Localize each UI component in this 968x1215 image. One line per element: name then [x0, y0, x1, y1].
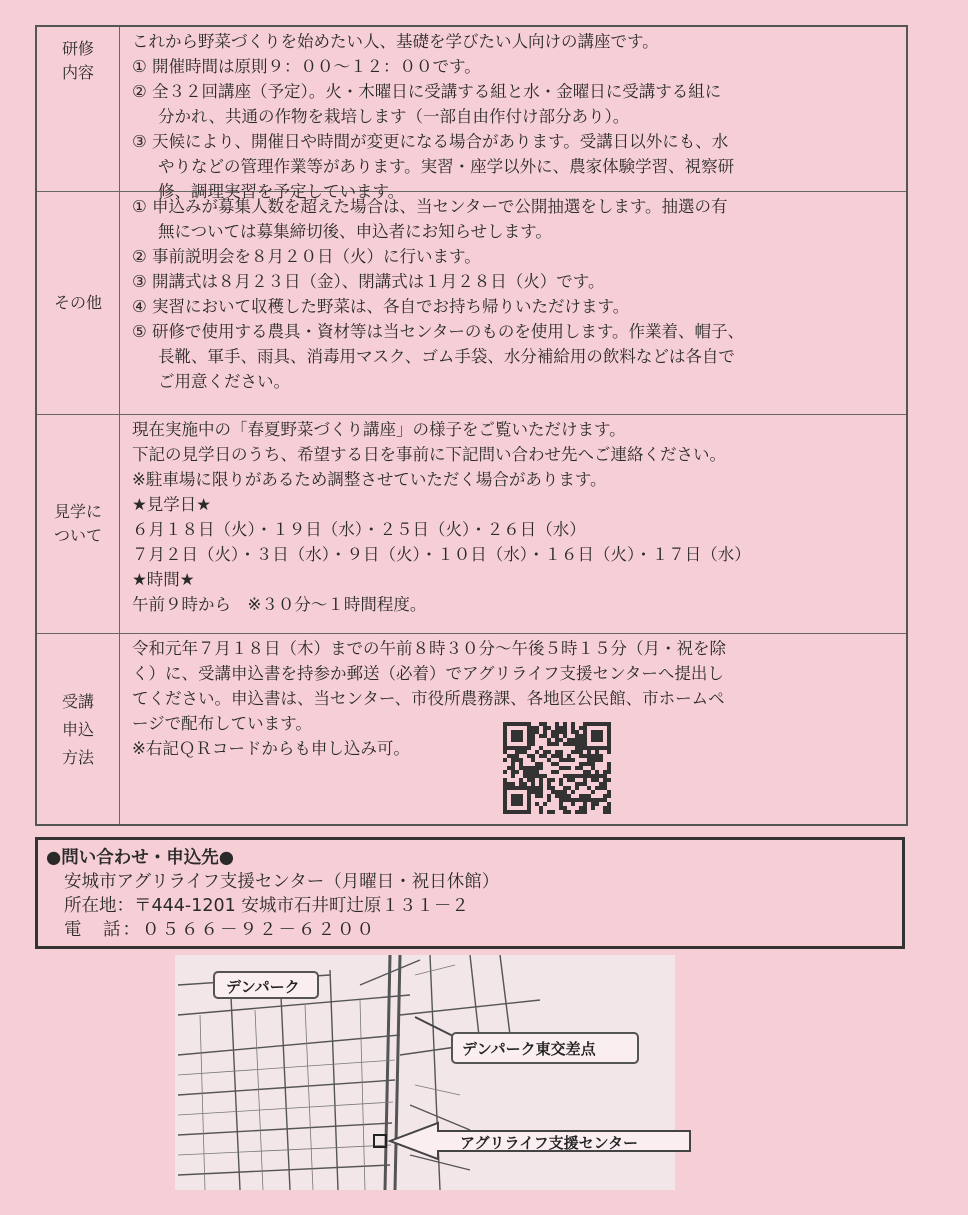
text-line: ※右記ＱＲコードからも申し込み可。	[132, 739, 410, 758]
text-line: 令和元年７月１８日（木）までの午前８時３０分～午後５時１５分（月・祝を除	[132, 639, 726, 658]
header-line: その他	[53, 293, 102, 312]
header-line: 見学に	[53, 502, 102, 521]
row-content-training	[120, 27, 906, 201]
header-line: 方法	[61, 748, 94, 767]
text-line: ★時間★	[132, 570, 195, 589]
text-line: 現在実施中の「春夏野菜づくり講座」の様子をご覧いただけます。	[132, 420, 626, 439]
text-line: ６月１８日（火）・１９日（水）・２５日（火）・２６日（水）	[132, 520, 586, 539]
header-line: 内容	[61, 63, 94, 82]
info-table	[35, 25, 908, 826]
contact-address: 所在地：〒444-1201 安城市石井町辻原１３１－２	[64, 896, 469, 916]
text-line: 午前９時から ※３０分～１時間程度。	[132, 595, 427, 614]
row-content-other	[120, 192, 906, 414]
header-line: 受講	[61, 692, 94, 711]
map-label-denpark: デンパーク	[226, 978, 300, 996]
contact-phone: 電 話：０５６６－９２－６２００	[64, 920, 376, 940]
text-line: 下記の見学日のうち、希望する日を事前に下記問い合わせ先へご連絡ください。	[132, 445, 726, 464]
text-line: 分かれ、共通の作物を栽培します（一部自由作付け部分あり）。	[158, 107, 630, 126]
contact-name: 安城市アグリライフ支援センター（月曜日・祝日休館）	[64, 872, 500, 892]
text-line: ③ 天候により、開催日や時間が変更になる場合があります。受講日以外にも、水	[132, 132, 729, 151]
row-other	[37, 192, 906, 415]
contact-box	[35, 837, 905, 949]
row-header-visit	[37, 415, 120, 633]
text-line: ご用意ください。	[158, 372, 290, 391]
row-header-training	[37, 27, 120, 191]
row-visit	[37, 415, 906, 634]
text-line: ① 開催時間は原則９：００～１２：００です。	[132, 57, 481, 76]
qr-code[interactable]	[503, 722, 611, 814]
header-line: 申込	[61, 720, 94, 739]
text-line: てください。申込書は、当センター、市役所農務課、各地区公民館、市ホームペ	[132, 689, 725, 708]
text-line: ７月２日（火）・３日（水）・９日（火）・１０日（水）・１６日（火）・１７日（水）	[132, 545, 751, 564]
row-content-visit	[120, 415, 906, 633]
text-line: ージで配布しています。	[132, 714, 312, 733]
text-line: ② 事前説明会を８月２０日（火）に行います。	[132, 247, 481, 266]
header-line: 研修	[61, 39, 94, 58]
text-line: ① 申込みが募集人数を超えた場合は、当センターで公開抽選をします。抽選の有	[132, 197, 728, 216]
text-line: ⑤ 研修で使用する農具・資材等は当センターのものを使用します。作業着、帽子、	[132, 322, 745, 341]
text-line: 無については募集締切後、申込者にお知らせします。	[158, 222, 552, 241]
header-line: ついて	[53, 526, 102, 545]
text-line: ★見学日★	[132, 495, 212, 514]
text-line: ※駐車場に限りがあるため調整させていただく場合があります。	[132, 470, 607, 489]
text-line: く）に、受講申込書を持参か郵送（必着）でアグリライフ支援センターへ提出し	[132, 664, 724, 683]
row-application	[37, 634, 906, 824]
text-line: ② 全３２回講座（予定）。火・木曜日に受講する組と水・金曜日に受講する組に	[132, 82, 722, 101]
contact-title: ●問い合わせ・申込先●	[46, 848, 235, 868]
text-line: ③ 開講式は８月２３日（金）、閉講式は１月２８日（火）です。	[132, 272, 605, 291]
text-line: これから野菜づくりを始めたい人、基礎を学びたい人向けの講座です。	[132, 32, 659, 51]
row-training-content	[37, 27, 906, 201]
text-line: 長靴、軍手、雨具、消毒用マスク、ゴム手袋、水分補給用の飲料などは各自で	[158, 347, 735, 366]
text-line: ④ 実習において収穫した野菜は、各自でお持ち帰りいただけます。	[132, 297, 630, 316]
row-header-application	[37, 634, 120, 824]
access-map	[0, 955, 968, 1215]
text-line: 修、調理実習を予定しています。	[158, 182, 405, 201]
map-label-center: アグリライフ支援センター	[460, 1134, 639, 1152]
map-label-intersection: デンパーク東交差点	[462, 1040, 596, 1058]
text-line: やりなどの管理作業等があります。実習・座学以外に、農家体験学習、視察研	[158, 157, 735, 176]
row-header-other	[37, 192, 120, 414]
